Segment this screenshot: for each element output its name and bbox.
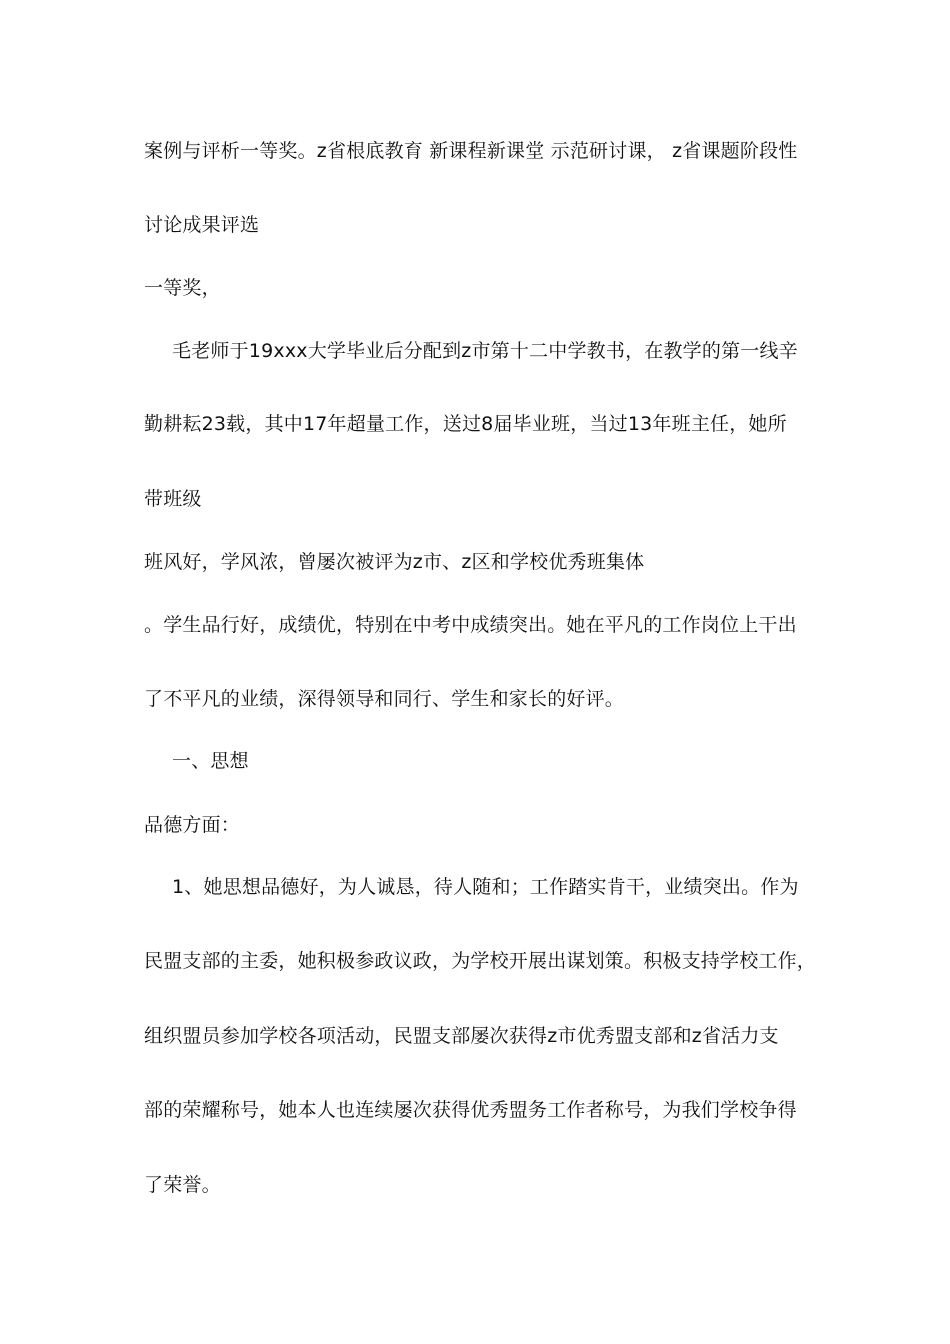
text-line-9: 了不平凡的业绩，深得领导和同行、学生和家长的好评。	[144, 688, 625, 710]
text-line-16: 了荣誉。	[144, 1174, 221, 1196]
text-line-6: 带班级	[144, 488, 202, 510]
text-line-5: 勤耕耘23载，其中17年超量工作，送过8届毕业班，当过13年班主任，她所	[144, 413, 787, 435]
text-line-13: 民盟支部的主委，她积极参政议政，为学校开展出谋划策。积极支持学校工作，	[144, 950, 817, 972]
text-line-11: 品德方面：	[144, 814, 241, 836]
text-line-12: 1、她思想品德好，为人诚恳，待人随和；工作踏实肯干，业绩突出。作为	[172, 876, 799, 898]
text-line-8: 。学生品行好，成绩优，特别在中考中成绩突出。她在平凡的工作岗位上干出	[144, 614, 797, 636]
text-line-3: 一等奖，	[144, 277, 221, 299]
text-line-14: 组织盟员参加学校各项活动，民盟支部屡次获得z市优秀盟支部和z省活力支	[144, 1025, 779, 1047]
text-line-15: 部的荣耀称号，她本人也连续屡次获得优秀盟务工作者称号，为我们学校争得	[144, 1099, 797, 1121]
text-line-10: 一、思想	[172, 750, 249, 772]
text-line-2: 讨论成果评选	[144, 214, 260, 236]
text-line-1: 案例与评析一等奖。z省根底教育 新课程新课堂 示范研讨课， z省课题阶段性	[144, 140, 798, 162]
text-line-4: 毛老师于19xxx大学毕业后分配到z市第十二中学教书，在教学的第一线辛	[172, 340, 798, 362]
text-line-7: 班风好，学风浓，曾屡次被评为z市、z区和学校优秀班集体	[144, 551, 645, 573]
